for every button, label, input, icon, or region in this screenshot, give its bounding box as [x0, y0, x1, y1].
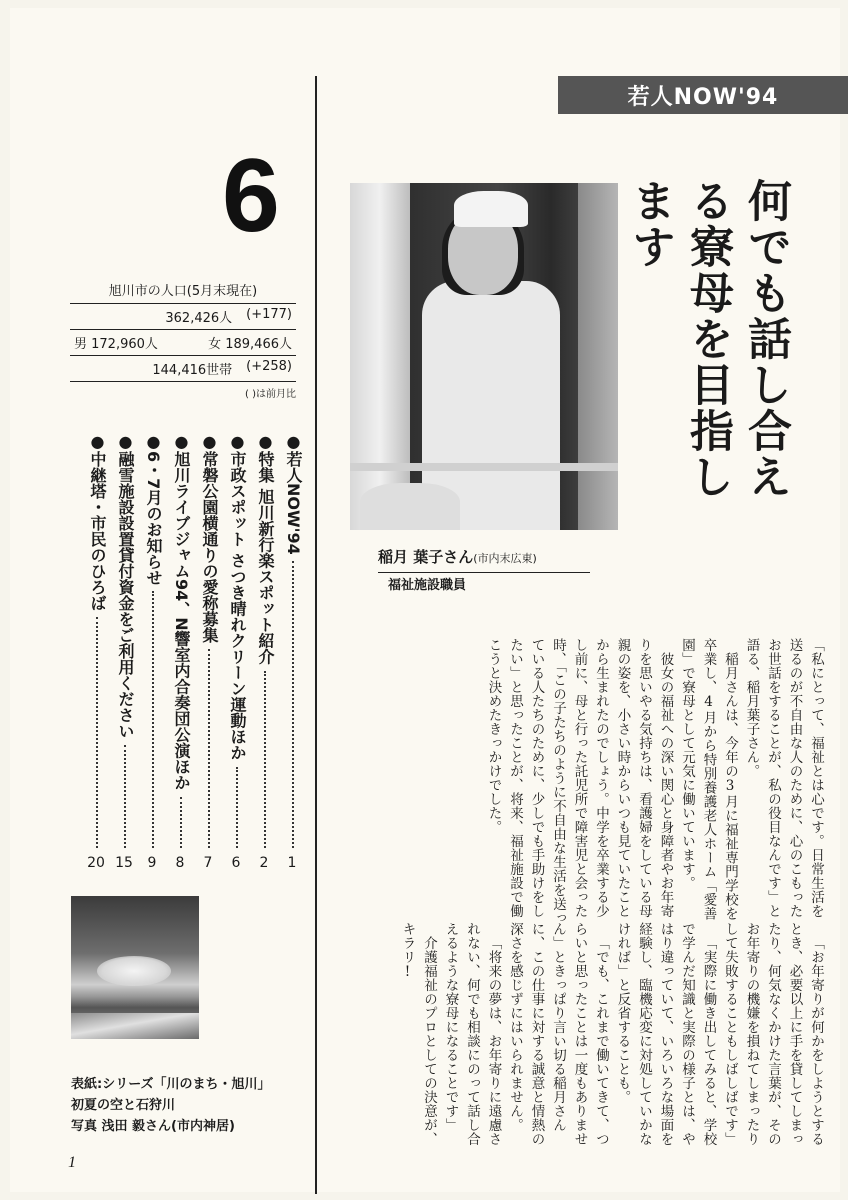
- toc-item[interactable]: [143, 432, 162, 872]
- person-job: 福祉施設職員: [388, 578, 467, 593]
- river-shape: [71, 1013, 199, 1039]
- population-households-change: (+258): [246, 359, 292, 374]
- curtain-shape: [350, 183, 410, 530]
- person-area: (市内末広東): [473, 552, 537, 565]
- cover-caption-line: 写真 浅田 毅さん(市内神居): [71, 1119, 235, 1134]
- person-name: 稲月 葉子さん: [378, 548, 474, 566]
- toc-leader: [199, 649, 210, 848]
- toc-item[interactable]: [227, 432, 246, 872]
- page-number: 1: [68, 1154, 76, 1171]
- article-headline: 何でも話し合える寮母を目指します: [624, 178, 791, 500]
- person-name-line: [378, 546, 590, 573]
- article-paragraph: 介護福祉のプロとしての決意が、キラリ!: [399, 922, 437, 1146]
- population-total-change: (+177): [246, 307, 292, 322]
- toc-title: ●融雪施設設置貸付資金をご利用ください: [116, 432, 135, 739]
- population-title: 旭川市の人口(5月末現在): [70, 280, 296, 304]
- toc-title: ●市政スポット さつき晴れクリーン運動ほか: [228, 432, 247, 761]
- toc-item[interactable]: [255, 432, 274, 872]
- section-banner: 若人NOW'94: [558, 76, 848, 114]
- toc-item[interactable]: [283, 432, 302, 872]
- toc-page: 15: [115, 855, 133, 871]
- toc-page: 9: [147, 855, 157, 871]
- toc-leader: [255, 671, 266, 848]
- article-paragraph: 稲月さんは、今年の3月に福祉専門学校を卒業し、4月から特別養護老人ホーム「愛善園」で寮母として元気に働いています。: [679, 638, 738, 921]
- bed-rail-shape: [350, 463, 618, 471]
- toc-item[interactable]: [87, 432, 106, 872]
- article-paragraph: 「お年寄りが何かをしようとするとき、必要以上に手を貸してしまったり、何気なくかけた言葉が、そのお年寄りの機嫌を損ねてしまったりして失敗することもしばしばです」: [722, 922, 824, 1146]
- toc-page: 1: [287, 855, 297, 871]
- toc-page: 8: [175, 855, 185, 871]
- population-total: 362,426人: [165, 311, 233, 326]
- table-of-contents: [62, 432, 302, 872]
- toc-page: 2: [259, 855, 269, 871]
- population-households-row: [70, 356, 296, 382]
- article-paragraph: 「でも、これまで働いてきて、つらいと思ったことは一度もありません」ときっぱり言い切る稲月さんに、この仕事に対する誠意と情熱の深さを感じずにはいられません。: [507, 922, 609, 1146]
- cover-photo: [71, 896, 199, 1039]
- toc-leader: [283, 561, 294, 848]
- article-paragraph: 「実際に働き出してみると、学校で学んだ知識と実際の様子とは、やはり違っていて、いろいろな場面を経験し、臨機応変に対処していかなければ」と反省することも。: [614, 922, 717, 1146]
- population-note: ( )は前月比: [245, 389, 296, 400]
- toc-page: 20: [87, 855, 105, 871]
- toc-title: ●中継塔・市民のひろば: [88, 432, 107, 611]
- issue-number: 6: [222, 138, 280, 254]
- cover-caption-line: 初夏の空と石狩川: [71, 1098, 176, 1113]
- toc-item[interactable]: [115, 432, 134, 872]
- population-male: 男 172,960人: [74, 337, 158, 352]
- population-female: 女 189,466人: [208, 337, 292, 352]
- population-total-row: [70, 304, 296, 330]
- toc-leader: [87, 617, 98, 848]
- population-box: [70, 280, 296, 400]
- article-paragraph: 彼女の福祉への深い関心と身障者やお年寄りを思いやる気持ちは、看護婦をしている母親の姿を、小さい時からいつも見ていたことから生まれたのでしょう。中学を卒業する少し前に、母と行った託児所で障害児と会った時、「この子たちのように不自由な生活を送っている人たちのために、少しでも手助けをしたい」と思ったことが、将来、福祉施設で働こうと決めたきっかけでした。: [485, 638, 674, 926]
- cover-caption-line: 表紙:シリーズ「川のまち・旭川」: [71, 1077, 271, 1092]
- toc-leader: [171, 797, 182, 848]
- toc-title: ●6・7月のお知らせ: [144, 432, 163, 586]
- toc-leader: [143, 591, 154, 848]
- toc-title: ●特集 旭川新行楽スポット紹介: [256, 432, 275, 665]
- article-body-upper: [346, 638, 826, 928]
- toc-item[interactable]: [171, 432, 190, 872]
- column-divider: [315, 76, 317, 1194]
- toc-title: ●旭川ライブジャム94、N響室内合奏団公演ほか: [172, 432, 191, 791]
- toc-title: ●常磐公園横通りの愛称募集: [200, 432, 219, 643]
- article-paragraph: 「将来の夢は、お年寄りに遠慮されない、何でも相談にのって話し合えるような寮母になることです」: [442, 922, 502, 1146]
- toc-page: 6: [231, 855, 241, 871]
- wall-shape: [578, 183, 618, 530]
- cloud-shape: [97, 956, 171, 986]
- population-households: 144,416世帯: [152, 363, 233, 378]
- cap-shape: [454, 191, 528, 227]
- toc-item[interactable]: [199, 432, 218, 872]
- toc-page: 7: [203, 855, 213, 871]
- toc-title: ●若人NOW'94: [284, 432, 303, 555]
- article-paragraph: 「私にとって、福祉とは心です。日常生活を送るのが不自由な人のために、心のこもったお世話をすることが、私の役目なんです」と語る、稲月葉子さん。: [743, 638, 824, 918]
- toc-leader: [115, 745, 126, 848]
- portrait-photo: [350, 183, 618, 530]
- blanket-shape: [360, 483, 460, 530]
- cover-caption: [71, 1074, 311, 1137]
- toc-leader: [227, 767, 238, 848]
- article-body-lower: [346, 922, 826, 1152]
- magazine-page: [10, 8, 840, 1192]
- population-gender-row: [70, 330, 296, 356]
